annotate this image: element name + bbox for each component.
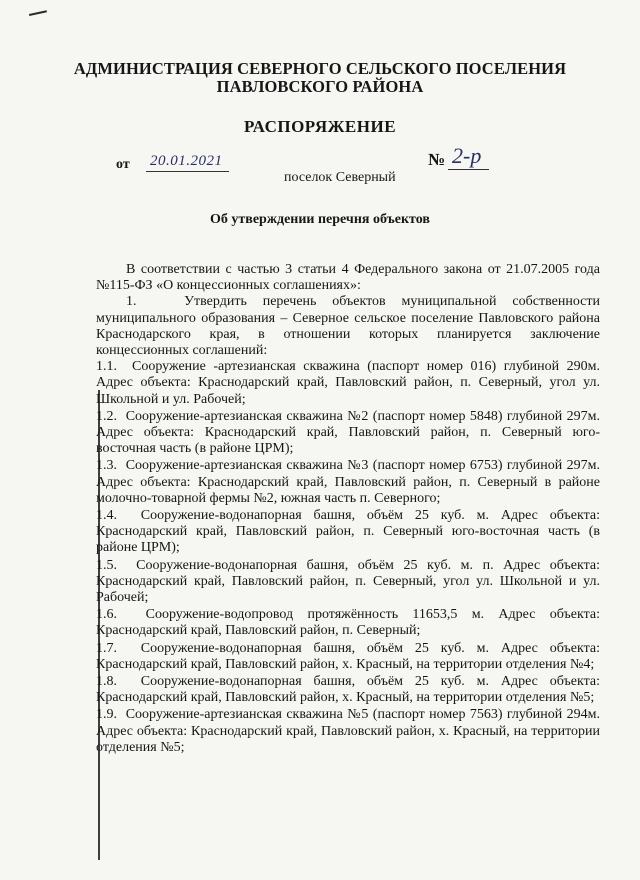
- item-text: Сооружение-водопровод протяжённость 11653,5 м. Адрес объекта: Краснодарский край, Павловский район, п. Северный;: [96, 607, 600, 639]
- number-label: №: [428, 150, 446, 169]
- list-item: [96, 558, 600, 607]
- item-text: Сооружение-водонапорная башня, объём 25 куб. м. Адрес объекта: Краснодарский край, Павловский район, п. Северный юго-восточная часть (в районе ЦРМ);: [96, 508, 600, 556]
- list-item: [96, 674, 600, 706]
- document-subject: Об утверждении перечня объектов: [210, 212, 430, 227]
- scan-mark: [29, 10, 49, 25]
- list-item: [96, 508, 600, 557]
- item-text: Сооружение -артезианская скважина (паспорт номер 016) глубиной 290м. Адрес объекта: Краснодарский край, Павловский район, п. Северный, угол ул. Школьной и ул. Рабочей;: [96, 359, 600, 407]
- organization-line-2: ПАВЛОВСКОГО РАЙОНА: [216, 77, 424, 96]
- date-prefix: от: [116, 157, 130, 172]
- organization-name: [0, 60, 640, 96]
- list-item: [96, 359, 600, 408]
- item-number: 1.1.: [96, 359, 117, 375]
- item-number: 1.9.: [96, 707, 117, 723]
- item-number: 1.8.: [96, 674, 117, 690]
- document-type: РАСПОРЯЖЕНИЕ: [243, 117, 397, 136]
- document-body: [96, 262, 600, 757]
- item-number: 1.2.: [96, 408, 117, 424]
- item-text: Сооружение-артезианская скважина №2 (паспорт номер 5848) глубиной 297м. Адрес объекта: Краснодарский край, Павловский район, п. Северный юго-восточная часть (в районе ЦРМ);: [96, 408, 600, 457]
- item-text: Сооружение-артезианская скважина №3 (паспорт номер 6753) глубиной 297м. Адрес объекта: Краснодарский край, Павловский район, п. Северный в районе молочно-товарной фермы №2, южная часть п. Северного;: [96, 458, 600, 506]
- clause-1: [96, 294, 600, 359]
- clause-text: Утвердить перечень объектов муниципальной собственности муниципального образования – Северное сельское поселение Павловского района Краснодарского края, в отношении которых планируется заключение концессионных соглашений:: [96, 294, 600, 359]
- item-number: 1.7.: [96, 640, 117, 656]
- item-number: 1.5.: [96, 557, 117, 573]
- item-number: 1.6.: [96, 607, 117, 623]
- list-item: [96, 607, 600, 639]
- place-of-issue: поселок Северный: [284, 170, 396, 185]
- list-item: [96, 641, 600, 673]
- item-text: Сооружение-водонапорная башня, объём 25 куб. м. Адрес объекта: Краснодарский край, Павловский район, х. Красный, на территории отделения №5;: [96, 674, 600, 706]
- document-number: 2-р: [448, 143, 489, 170]
- item-text: Сооружение-водонапорная башня, объём 25 куб. м. п. Адрес объекта: Краснодарский край, Павловский район, п. Северный, угол ул. Школьной и ул. Рабочей;: [96, 557, 601, 606]
- list-item: [96, 458, 600, 507]
- item-number: 1.3.: [96, 458, 117, 474]
- document-date: 20.01.2021: [146, 153, 229, 172]
- item-text: Сооружение-водонапорная башня, объём 25 куб. м. Адрес объекта: Краснодарский край, Павловский район, х. Красный, на территории отделения №4;: [96, 640, 600, 672]
- list-item: [96, 707, 600, 756]
- preamble: В соответствии с частью 3 статьи 4 Федерального закона от 21.07.2005 года №115-ФЗ «О концессионных соглашениях»:: [96, 262, 600, 294]
- item-text: Сооружение-артезианская скважина №5 (паспорт номер 7563) глубиной 294м. Адрес объекта: Краснодарский край, Павловский район, х. Красный, на территории отделения №5;: [96, 707, 600, 755]
- list-item: [96, 409, 600, 458]
- item-number: 1.4.: [96, 508, 117, 524]
- organization-line-1: АДМИНИСТРАЦИЯ СЕВЕРНОГО СЕЛЬСКОГО ПОСЕЛЕНИЯ: [73, 59, 567, 78]
- clause-number: 1.: [126, 294, 137, 310]
